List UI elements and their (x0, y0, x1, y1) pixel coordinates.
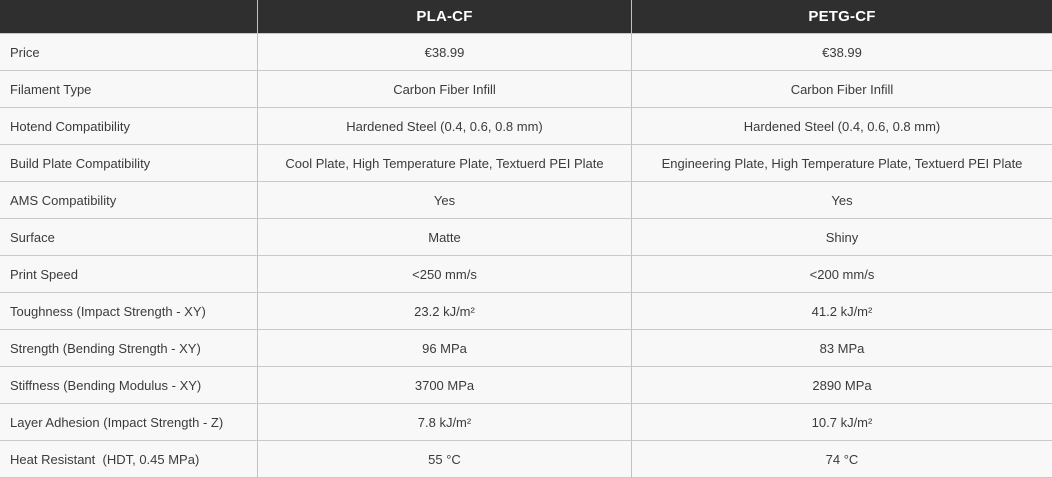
table-row (0, 145, 1052, 182)
petg-value-cell: Shiny (632, 219, 1052, 256)
pla-value-cell: 3700 MPa (258, 367, 632, 404)
table-row (0, 367, 1052, 404)
row-label-cell: Filament Type (0, 71, 258, 108)
table-row (0, 34, 1052, 71)
pla-value-cell: 55 °C (258, 441, 632, 478)
row-label-cell: Toughness (Impact Strength - XY) (0, 293, 258, 330)
row-label-cell: Surface (0, 219, 258, 256)
header-petg-cf: PETG-CF (632, 0, 1052, 34)
row-label-cell: Stiffness (Bending Modulus - XY) (0, 367, 258, 404)
table-row (0, 182, 1052, 219)
row-label-cell: Build Plate Compatibility (0, 145, 258, 182)
table-row (0, 71, 1052, 108)
petg-value-cell: <200 mm/s (632, 256, 1052, 293)
table-row (0, 256, 1052, 293)
row-label-cell: AMS Compatibility (0, 182, 258, 219)
pla-value-cell: 23.2 kJ/m² (258, 293, 632, 330)
pla-value-cell: €38.99 (258, 34, 632, 71)
table-row (0, 330, 1052, 367)
row-label-cell: Print Speed (0, 256, 258, 293)
table-row (0, 441, 1052, 478)
pla-value-cell: Hardened Steel (0.4, 0.6, 0.8 mm) (258, 108, 632, 145)
pla-value-cell: 7.8 kJ/m² (258, 404, 632, 441)
row-label-cell: Strength (Bending Strength - XY) (0, 330, 258, 367)
pla-value-cell: Carbon Fiber Infill (258, 71, 632, 108)
header-pla-cf: PLA-CF (258, 0, 632, 34)
table-row (0, 219, 1052, 256)
table-body (0, 34, 1052, 478)
petg-value-cell: Engineering Plate, High Temperature Plate, Textuerd PEI Plate (632, 145, 1052, 182)
petg-value-cell: Carbon Fiber Infill (632, 71, 1052, 108)
petg-value-cell: 10.7 kJ/m² (632, 404, 1052, 441)
row-label-cell: Price (0, 34, 258, 71)
pla-value-cell: 96 MPa (258, 330, 632, 367)
petg-value-cell: 83 MPa (632, 330, 1052, 367)
petg-value-cell: 2890 MPa (632, 367, 1052, 404)
table-header-row (0, 0, 1052, 34)
table-row (0, 293, 1052, 330)
petg-value-cell: Yes (632, 182, 1052, 219)
petg-value-cell: 74 °C (632, 441, 1052, 478)
pla-value-cell: Cool Plate, High Temperature Plate, Textuerd PEI Plate (258, 145, 632, 182)
table-row (0, 404, 1052, 441)
row-label-cell: Hotend Compatibility (0, 108, 258, 145)
row-label-cell: Layer Adhesion (Impact Strength - Z) (0, 404, 258, 441)
table-row (0, 108, 1052, 145)
pla-value-cell: Matte (258, 219, 632, 256)
pla-value-cell: <250 mm/s (258, 256, 632, 293)
petg-value-cell: €38.99 (632, 34, 1052, 71)
row-label-cell: Heat Resistant (HDT, 0.45 MPa) (0, 441, 258, 478)
header-corner-cell (0, 0, 258, 34)
petg-value-cell: Hardened Steel (0.4, 0.6, 0.8 mm) (632, 108, 1052, 145)
petg-value-cell: 41.2 kJ/m² (632, 293, 1052, 330)
pla-value-cell: Yes (258, 182, 632, 219)
